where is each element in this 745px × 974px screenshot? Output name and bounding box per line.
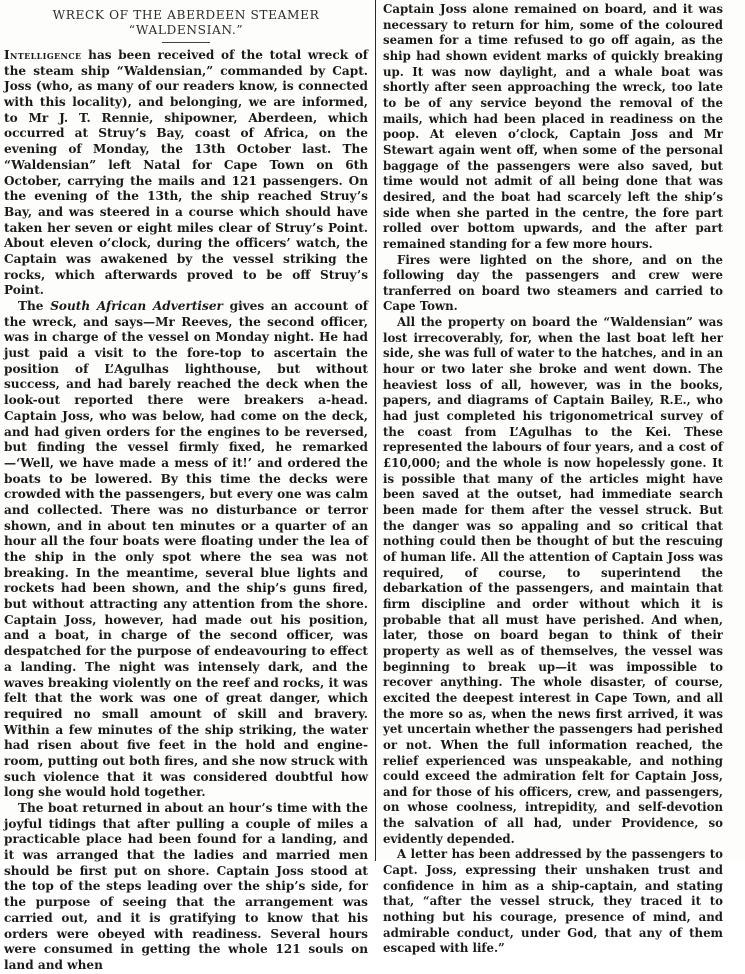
headline-line-2: “WALDENSIAN.”	[128, 23, 244, 37]
right-column	[383, 2, 723, 956]
paragraph-captain-remained: Captain Joss alone remained on board, and it was necessary to return for him, some of the coloured seamen for a time refused to go off again, as the ship had shown evident marks of quickly breaking up. It was now daylight, and a whale boat was shortly after seen approaching the wreck, too late to be of any service beyond the removal of the mails, which had been placed in readiness on the poop. At eleven o’clock, Captain Joss and Mr Stewart again went off, when some of the personal baggage of the passengers were also saved, but time would not admit of all being done that was desired, and the boat had scarcely left the ship’s side when she parted in the centre, the fore part rolled over bottom upwards, and the after part remained standing for a few more hours.	[383, 2, 723, 251]
headline-line-1: WRECK OF THE ABERDEEN STEAMER	[52, 8, 320, 22]
paragraph-text-pre: The	[18, 299, 51, 313]
left-column	[4, 2, 369, 972]
paragraph-text: has been received of the total wreck of the steam ship “Waldensian,” commanded by Capt. Joss (who, as many of our readers know, is connected with this locality), and belonging, we are informed, to Mr J. T. Rennie, shipowner, Aberdeen, which occurred at Struy’s Bay, coast of Africa, on the evening of Monday, the 13th October last. The “Waldensian” left Natal for Cape Town on 6th October, carrying the mails and 121 passengers. On the evening of the 13th, the ship reached Struy’s Bay, and was steered in a course which should have taken her seven or eight miles clear of Struy’s Point. About eleven o’clock, during the officers’ watch, the Captain was awakened by the vessel striking the rocks, which afterwards proved to be off Struy’s Point.	[4, 48, 368, 298]
paragraph-intelligence	[4, 48, 368, 299]
paragraph-letter-addressed: A letter has been addressed by the passengers to Capt. Joss, expressing their unshaken trust and confidence in him as a ship-captain, and stating that, “after the vessel struck, they traced it to nothing but his courage, presence of mind, and admirable conduct, under God, that any of them escaped with life.”	[383, 847, 723, 956]
paragraph-lead-word: Intelligence	[4, 48, 82, 62]
newspaper-title-italic: South African Advertiser	[50, 299, 223, 313]
headline-divider	[162, 42, 210, 43]
paragraph-text: gives an account of the wreck, and says—Mr Reeves, the second officer, was in charge of the vessel on Monday night. He had just paid a visit to the fore-top to ascertain the position of L’Agulhas lighthouse, but without success, and had barely reached the deck when the look-out reported there were breakers a-head. Captain Joss, who was below, had come on the deck, and had given orders for the engines to be reversed, but finding the vessel firmly fixed, he remarked—‘Well, we have made a mess of it!’ and ordered the boats to be lowered. By this time the decks were crowded with the passengers, but every one was calm and collected. There was no disturbance or terror shown, and in about ten minutes or a quarter of an hour all the four boats were floating under the lea of the ship in the only spot where the sea was not breaking. In the meantime, several blue lights and rockets had been shown, and the ship’s guns fired, but without attracting any attention from the shore. Captain Joss, however, had made out his position, and a boat, in charge of the second officer, was despatched for the purpose of endeavouring to effect a landing. The night was intensely dark, and the waves breaking violently on the reef and rocks, it was felt that the work was one of great danger, which required no small amount of skill and bravery. Within a few minutes of the ship striking, the water had risen about five feet in the hold and engine-room, putting out both fires, and she now struck with such violence that it was considered doubtful how long she would hold together.	[4, 299, 369, 800]
paragraph-fires-lighted: Fires were lighted on the shore, and on the following day the passengers and crew were tranferred on board two steamers and carried to Cape Town.	[383, 252, 723, 314]
paragraph-property-lost: All the property on board the “Waldensian” was lost irrecoverably, for, when the last boat left her side, she was full of water to the hatches, and in an hour or two later she broke and went down. The heaviest loss of all, however, was in the books, papers, and diagrams of Captain Bailey, R.E., who had just completed his trigonometrical survey of the coast from L’Agulhas to the Kei. These represented the labours of four years, and a cost of £10,000; and the whole is now hopelessly gone. It is possible that many of the articles might have been saved at the outset, had immediate search been made for them after the vessel struck. But the danger was so appaling and so critical that nothing could then be thought of but the rescuing of human life. All the attention of Captain Joss was required, of course, to superintend the debarkation of the passengers, and maintain that firm discipline and order without which it is probable that all must have perished. And when, later, those on board began to think of their property as well as of themselves, the vessel was beginning to break up—it was impossible to recover anything. The whole disaster, of course, excited the deepest interest in Cape Town, and all the more so as, when the news first arrived, it was yet uncertain whether the passengers had perished or not. When the full information reached, the relief experienced was unspeakable, and nothing could exceed the admiration felt for Captain Joss, and for those of his officers, crew, and passengers, on whose coolness, intrepidity, and self-devotion the salvation of all had, under Providence, so evidently depended.	[383, 315, 723, 846]
article-headline	[4, 8, 368, 38]
column-divider	[375, 0, 376, 861]
paragraph-advertiser-account	[4, 299, 368, 801]
paragraph-boat-returned: The boat returned in about an hour’s time with the joyful tidings that after pulling a couple of miles a practicable place had been found for a landing, and it was arranged that the ladies and married men should be first put on shore. Captain Joss stood at the top of the steps leading over the ship’s side, for the purpose of seeing that the arrangement was carried out, and it is gratifying to know that his orders were obeyed with readiness. Several hours were consumed in getting the whole 121 souls on land and when	[4, 801, 368, 972]
